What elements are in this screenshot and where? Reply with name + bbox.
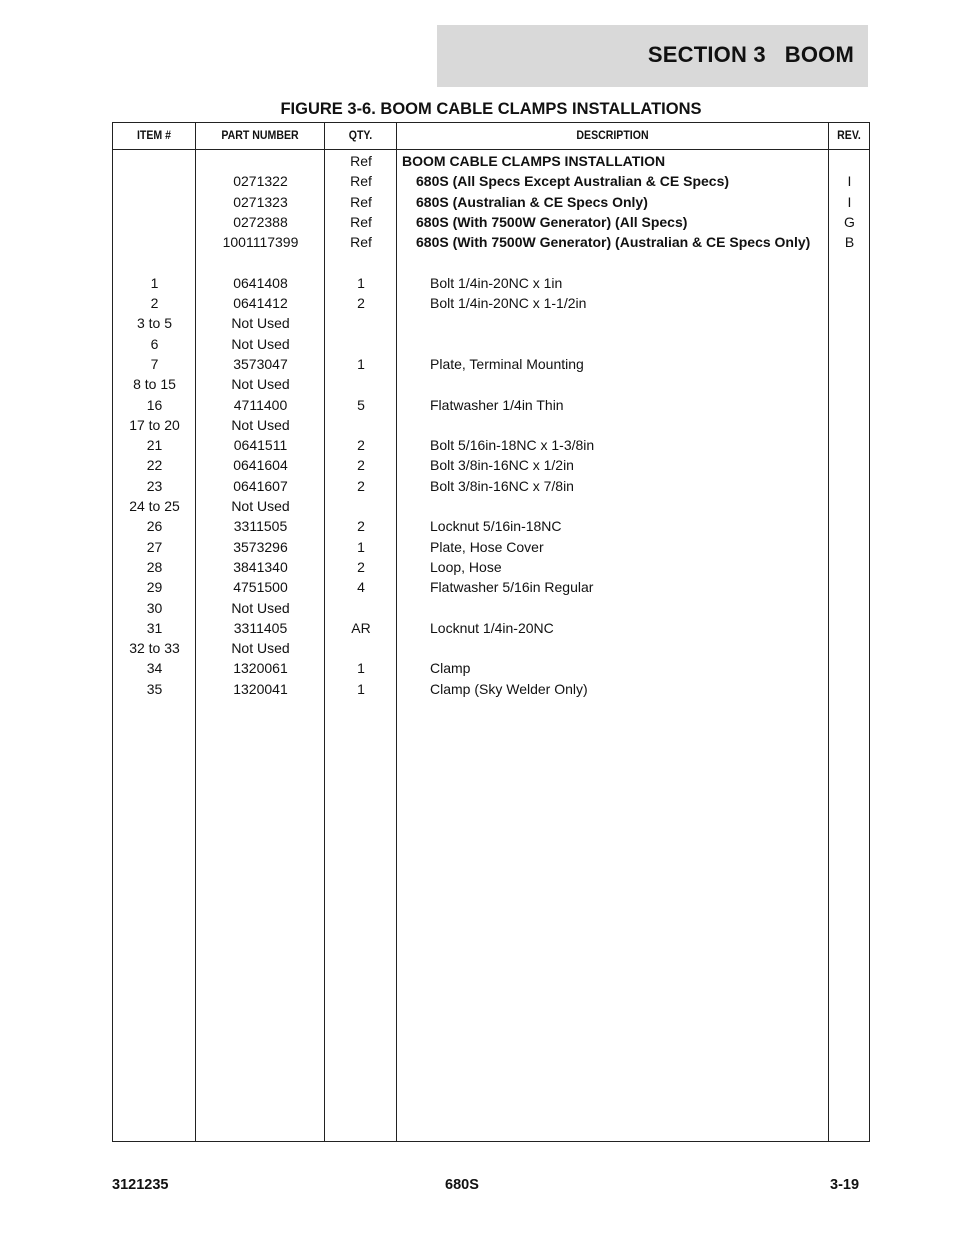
table-row: [113, 374, 869, 394]
item-cell: 34: [146, 660, 163, 677]
item-cell: 29: [146, 579, 163, 596]
column-header-rev: REV.: [837, 128, 861, 142]
part-number-cell: 1001117399: [222, 234, 299, 251]
part-number-cell: Not Used: [231, 599, 290, 616]
description-cell: Plate, Hose Cover: [430, 538, 544, 555]
qty-cell: 5: [357, 396, 365, 413]
table-body: [113, 151, 869, 699]
rev-cell: I: [847, 193, 852, 210]
table-row: [113, 334, 869, 354]
column-header-item: ITEM #: [136, 128, 172, 142]
description-cell: 680S (With 7500W Generator) (Australian & CE Specs Only): [416, 234, 811, 251]
footer-model: 680S: [445, 1177, 479, 1193]
qty-cell: 2: [357, 477, 365, 494]
part-number-cell: 0271323: [233, 193, 288, 210]
table-row: [113, 658, 869, 678]
table-row: [113, 598, 869, 618]
table-row: [113, 354, 869, 374]
item-cell: 31: [146, 619, 163, 636]
part-number-cell: 3311405: [233, 619, 288, 636]
item-cell: 22: [146, 457, 163, 474]
qty-cell: 4: [357, 579, 365, 596]
part-number-cell: Not Used: [231, 376, 290, 393]
description-cell: Bolt 3/8in-16NC x 1/2in: [430, 457, 574, 474]
part-number-cell: 0272388: [233, 213, 288, 230]
qty-cell: 2: [357, 518, 365, 535]
qty-cell: 2: [357, 295, 365, 312]
table-row: [113, 252, 869, 272]
part-number-cell: 0641604: [233, 457, 288, 474]
qty-cell: 1: [357, 538, 365, 555]
description-cell: Plate, Terminal Mounting: [430, 355, 584, 372]
description-cell: Clamp: [430, 660, 471, 677]
table-row: [113, 192, 869, 212]
description-cell: Locknut 1/4in-20NC: [430, 619, 554, 636]
table-row: [113, 496, 869, 516]
part-number-cell: 3573047: [233, 355, 288, 372]
description-cell: 680S (All Specs Except Australian & CE Specs): [416, 173, 730, 190]
description-cell: Bolt 3/8in-16NC x 7/8in: [430, 477, 574, 494]
part-number-cell: 3311505: [233, 518, 288, 535]
table-row: [113, 151, 869, 171]
item-cell: 26: [146, 518, 163, 535]
qty-cell: 1: [357, 680, 365, 697]
footer-page-number: 3-19: [830, 1177, 860, 1193]
part-number-cell: 1320041: [233, 680, 288, 697]
column-header-description: DESCRIPTION: [576, 128, 649, 142]
part-number-cell: 4751500: [233, 579, 288, 596]
rev-cell: B: [844, 234, 855, 251]
table-row: [113, 415, 869, 435]
column-header-qty: QTY.: [348, 128, 373, 142]
table-row: [113, 516, 869, 536]
table-header: [113, 123, 869, 150]
qty-cell: Ref: [350, 193, 372, 210]
qty-cell: 2: [357, 457, 365, 474]
qty-cell: AR: [351, 619, 371, 636]
table-row: [113, 557, 869, 577]
part-number-cell: Not Used: [231, 315, 290, 332]
rev-cell: I: [847, 173, 852, 190]
item-cell: 1: [150, 274, 159, 291]
table-row: [113, 232, 869, 252]
qty-cell: Ref: [350, 234, 372, 251]
item-cell: 2: [150, 295, 159, 312]
description-cell: 680S (With 7500W Generator) (All Specs): [416, 213, 688, 230]
table-row: [113, 537, 869, 557]
table-row: [113, 638, 869, 658]
part-number-cell: 0641511: [233, 437, 288, 454]
qty-cell: Ref: [350, 173, 372, 190]
description-cell: 680S (Australian & CE Specs Only): [416, 193, 648, 210]
table-row: [113, 212, 869, 232]
item-cell: 17 to 20: [129, 416, 180, 433]
part-number-cell: Not Used: [231, 416, 290, 433]
item-cell: 35: [146, 680, 163, 697]
qty-cell: 1: [357, 660, 365, 677]
table-row: [113, 313, 869, 333]
table-row: [113, 455, 869, 475]
table-row: [113, 618, 869, 638]
part-number-cell: 0641412: [233, 295, 288, 312]
item-cell: 21: [146, 437, 163, 454]
description-cell: Locknut 5/16in-18NC: [430, 518, 562, 535]
part-number-cell: 0641607: [233, 477, 288, 494]
column-header-part-number: PART NUMBER: [221, 128, 299, 142]
item-cell: 27: [146, 538, 163, 555]
parts-table: [112, 122, 870, 1142]
description-cell: Bolt 1/4in-20NC x 1in: [430, 274, 563, 291]
table-row: [113, 293, 869, 313]
item-cell: 30: [146, 599, 163, 616]
qty-cell: 1: [357, 274, 365, 291]
item-cell: 8 to 15: [133, 376, 176, 393]
table-row: [113, 171, 869, 191]
figure-title: FIGURE 3-6. BOOM CABLE CLAMPS INSTALLATIONS: [280, 100, 702, 118]
part-number-cell: Not Used: [231, 498, 290, 515]
part-number-cell: 4711400: [233, 396, 288, 413]
qty-cell: 1: [357, 355, 365, 372]
rev-cell: G: [844, 213, 855, 230]
part-number-cell: 3841340: [233, 558, 288, 575]
item-cell: 16: [146, 396, 163, 413]
item-cell: 7: [150, 355, 159, 372]
description-cell: Flatwasher 5/16in Regular: [430, 579, 594, 596]
table-row: [113, 435, 869, 455]
table-row: [113, 476, 869, 496]
qty-cell: 2: [357, 558, 365, 575]
section-title: SECTION 3 BOOM: [647, 42, 854, 67]
qty-cell: 2: [357, 437, 365, 454]
table-row: [113, 577, 869, 597]
part-number-cell: 0271322: [233, 173, 288, 190]
item-cell: 28: [146, 558, 163, 575]
table-row: [113, 679, 869, 699]
item-cell: 3 to 5: [136, 315, 173, 332]
description-cell: Flatwasher 1/4in Thin: [430, 396, 564, 413]
section-header-box: [437, 25, 868, 87]
item-cell: 6: [150, 335, 159, 352]
table-row: [113, 273, 869, 293]
description-cell: Clamp (Sky Welder Only): [430, 680, 588, 697]
description-cell: Bolt 1/4in-20NC x 1-1/2in: [430, 295, 587, 312]
table-row: [113, 395, 869, 415]
description-cell: Loop, Hose: [430, 558, 502, 575]
qty-cell: Ref: [350, 213, 372, 230]
part-number-cell: 1320061: [233, 660, 288, 677]
part-number-cell: 3573296: [233, 538, 288, 555]
item-cell: 32 to 33: [129, 640, 180, 657]
description-cell: Bolt 5/16in-18NC x 1-3/8in: [430, 437, 595, 454]
qty-cell: Ref: [350, 153, 372, 169]
item-cell: 24 to 25: [129, 498, 180, 515]
description-cell: BOOM CABLE CLAMPS INSTALLATION: [402, 153, 666, 169]
footer-doc-number: 3121235: [112, 1177, 169, 1193]
part-number-cell: Not Used: [231, 640, 290, 657]
item-cell: 23: [146, 477, 163, 494]
part-number-cell: Not Used: [231, 335, 290, 352]
part-number-cell: 0641408: [233, 274, 288, 291]
